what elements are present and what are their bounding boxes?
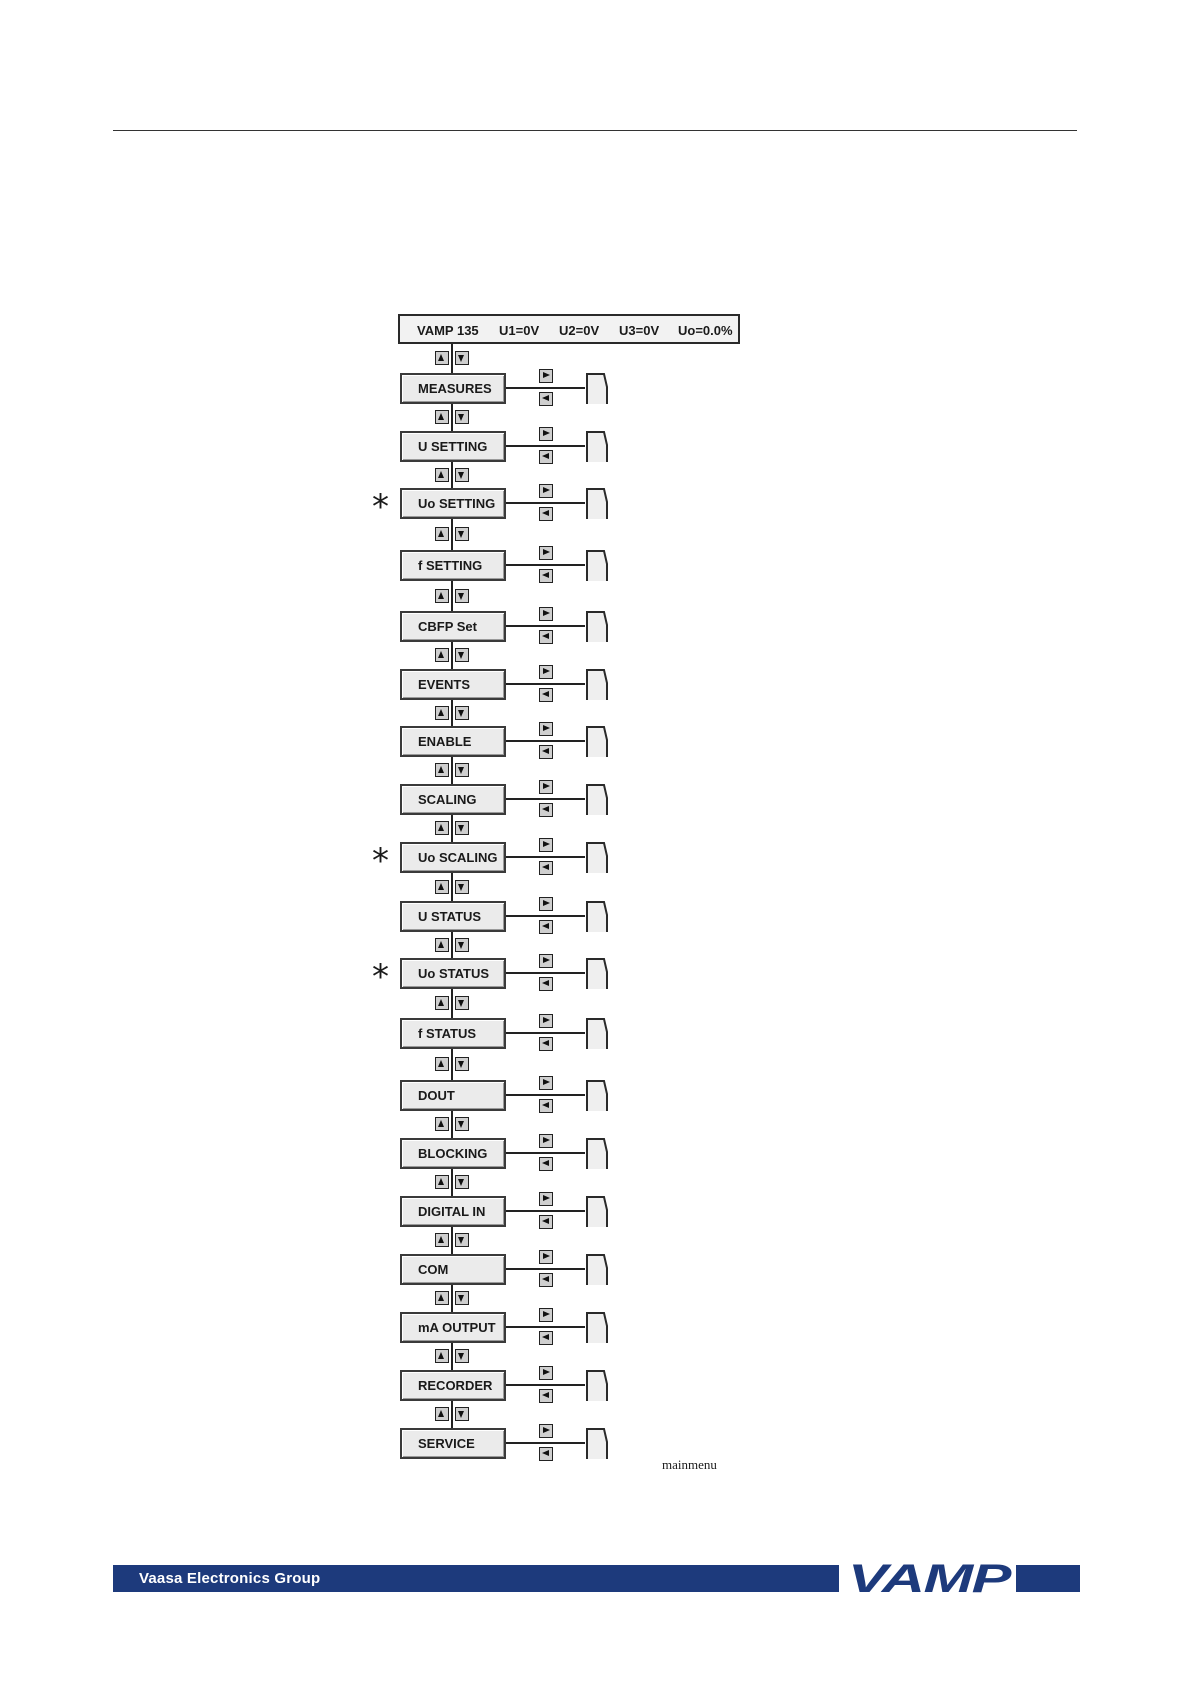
branch-line	[506, 1152, 585, 1154]
right-arrow-key-icon[interactable]	[539, 1250, 553, 1264]
up-arrow-key-icon[interactable]	[435, 880, 449, 894]
connector-line	[451, 404, 453, 431]
left-arrow-key-icon[interactable]	[539, 1447, 553, 1461]
branch-line	[506, 625, 585, 627]
menu-item-label: SCALING	[418, 791, 477, 807]
menu-item[interactable]	[400, 1196, 506, 1227]
menu-item-label: DOUT	[418, 1087, 455, 1103]
submenu-stub	[585, 958, 609, 989]
down-arrow-key-icon[interactable]	[455, 1175, 469, 1189]
up-arrow-key-icon[interactable]	[435, 706, 449, 720]
marker-asterisk: *	[372, 957, 389, 997]
logo-text: VAMP	[848, 1560, 1012, 1596]
menu-item[interactable]	[400, 958, 506, 989]
connector-line	[451, 1169, 453, 1196]
right-arrow-key-icon[interactable]	[539, 1192, 553, 1206]
branch-line	[506, 564, 585, 566]
u3-reading: U3=0V	[619, 323, 660, 338]
submenu-stub	[585, 1428, 609, 1459]
right-arrow-key-icon[interactable]	[539, 427, 553, 441]
connector-line	[451, 1343, 453, 1370]
menu-item[interactable]	[400, 901, 506, 932]
down-arrow-key-icon[interactable]	[455, 763, 469, 777]
submenu-stub	[585, 1138, 609, 1169]
right-arrow-key-icon[interactable]	[539, 1134, 553, 1148]
right-arrow-key-icon[interactable]	[539, 954, 553, 968]
menu-item-label: ENABLE	[418, 733, 472, 749]
menu-item[interactable]	[400, 1254, 506, 1285]
menu-item-label: mA OUTPUT	[418, 1319, 496, 1335]
right-arrow-key-icon[interactable]	[539, 722, 553, 736]
left-arrow-key-icon[interactable]	[539, 977, 553, 991]
menu-item-label: CBFP Set	[418, 618, 477, 634]
menu-item[interactable]	[400, 488, 506, 519]
down-arrow-key-icon[interactable]	[455, 996, 469, 1010]
up-arrow-key-icon[interactable]	[435, 1407, 449, 1421]
vamp-logo	[848, 1560, 1018, 1601]
left-arrow-key-icon[interactable]	[539, 688, 553, 702]
menu-item[interactable]	[400, 842, 506, 873]
up-arrow-key-icon[interactable]	[435, 527, 449, 541]
left-arrow-key-icon[interactable]	[539, 392, 553, 406]
connector-line	[451, 462, 453, 488]
right-arrow-key-icon[interactable]	[539, 1424, 553, 1438]
submenu-stub	[585, 726, 609, 757]
down-arrow-key-icon[interactable]	[455, 1057, 469, 1071]
up-arrow-key-icon[interactable]	[435, 468, 449, 482]
up-arrow-key-icon[interactable]	[435, 1349, 449, 1363]
down-arrow-key-icon[interactable]	[455, 1407, 469, 1421]
submenu-stub	[585, 1080, 609, 1111]
left-arrow-key-icon[interactable]	[539, 1389, 553, 1403]
menu-item[interactable]	[400, 1312, 506, 1343]
menu-item-label: COM	[418, 1261, 449, 1277]
up-arrow-key-icon[interactable]	[435, 1117, 449, 1131]
menu-item[interactable]	[400, 550, 506, 581]
left-arrow-key-icon[interactable]	[539, 1273, 553, 1287]
uo-reading: Uo=0.0%	[678, 323, 733, 338]
left-arrow-key-icon[interactable]	[539, 1099, 553, 1113]
left-arrow-key-icon[interactable]	[539, 569, 553, 583]
left-arrow-key-icon[interactable]	[539, 630, 553, 644]
up-arrow-key-icon[interactable]	[435, 648, 449, 662]
display-header	[398, 314, 740, 344]
down-arrow-key-icon[interactable]	[455, 648, 469, 662]
up-arrow-key-icon[interactable]	[435, 996, 449, 1010]
menu-item-label: SERVICE	[418, 1435, 475, 1451]
left-arrow-key-icon[interactable]	[539, 1157, 553, 1171]
branch-line	[506, 1442, 585, 1444]
menu-item[interactable]	[400, 373, 506, 404]
submenu-stub	[585, 901, 609, 932]
left-arrow-key-icon[interactable]	[539, 803, 553, 817]
company-name: Vaasa Electronics Group	[139, 1570, 321, 1587]
up-arrow-key-icon[interactable]	[435, 1291, 449, 1305]
menu-item-label: BLOCKING	[418, 1145, 488, 1161]
menu-item-label: f SETTING	[418, 557, 483, 573]
up-arrow-key-icon[interactable]	[435, 1233, 449, 1247]
left-arrow-key-icon[interactable]	[539, 450, 553, 464]
down-arrow-key-icon[interactable]	[455, 1117, 469, 1131]
connector-line	[451, 581, 453, 611]
connector-line	[451, 700, 453, 726]
submenu-stub	[585, 1370, 609, 1401]
menu-item[interactable]	[400, 1018, 506, 1049]
connector-line	[451, 1401, 453, 1428]
up-arrow-key-icon[interactable]	[435, 763, 449, 777]
connector-line	[451, 1227, 453, 1254]
up-arrow-key-icon[interactable]	[435, 1057, 449, 1071]
down-arrow-key-icon[interactable]	[455, 351, 469, 365]
submenu-stub	[585, 1018, 609, 1049]
left-arrow-key-icon[interactable]	[539, 1215, 553, 1229]
submenu-stub	[585, 431, 609, 462]
connector-line	[451, 344, 453, 373]
connector-line	[451, 989, 453, 1018]
branch-line	[506, 1210, 585, 1212]
submenu-stub	[585, 1196, 609, 1227]
menu-item-label: RECORDER	[418, 1377, 493, 1393]
submenu-stub	[585, 611, 609, 642]
down-arrow-key-icon[interactable]	[455, 589, 469, 603]
right-arrow-key-icon[interactable]	[539, 369, 553, 383]
menu-item[interactable]	[400, 1080, 506, 1111]
branch-line	[506, 856, 585, 858]
u2-reading: U2=0V	[559, 323, 600, 338]
right-arrow-key-icon[interactable]	[539, 1014, 553, 1028]
branch-line	[506, 445, 585, 447]
menu-item-label: U SETTING	[418, 438, 488, 454]
footer-bar	[113, 1565, 839, 1592]
marker-asterisk: *	[372, 841, 389, 881]
submenu-stub	[585, 1312, 609, 1343]
down-arrow-key-icon[interactable]	[455, 938, 469, 952]
submenu-stub	[585, 784, 609, 815]
down-arrow-key-icon[interactable]	[455, 706, 469, 720]
right-arrow-key-icon[interactable]	[539, 897, 553, 911]
left-arrow-key-icon[interactable]	[539, 1331, 553, 1345]
connector-line	[451, 1285, 453, 1312]
right-arrow-key-icon[interactable]	[539, 838, 553, 852]
submenu-stub	[585, 669, 609, 700]
figure-caption: mainmenu	[662, 1457, 717, 1472]
branch-line	[506, 1326, 585, 1328]
menu-item-label: Uo STATUS	[418, 965, 490, 981]
up-arrow-key-icon[interactable]	[435, 821, 449, 835]
right-arrow-key-icon[interactable]	[539, 780, 553, 794]
top-rule	[113, 130, 1077, 131]
connector-line	[451, 1111, 453, 1138]
menu-item[interactable]	[400, 1428, 506, 1459]
branch-line	[506, 740, 585, 742]
down-arrow-key-icon[interactable]	[455, 1291, 469, 1305]
down-arrow-key-icon[interactable]	[455, 880, 469, 894]
left-arrow-key-icon[interactable]	[539, 745, 553, 759]
submenu-stub	[585, 842, 609, 873]
branch-line	[506, 502, 585, 504]
menu-item[interactable]	[400, 726, 506, 757]
submenu-stub	[585, 550, 609, 581]
menu-item-label: EVENTS	[418, 676, 471, 692]
right-arrow-key-icon[interactable]	[539, 1366, 553, 1380]
up-arrow-key-icon[interactable]	[435, 589, 449, 603]
down-arrow-key-icon[interactable]	[455, 821, 469, 835]
branch-line	[506, 915, 585, 917]
menu-item-label: MEASURES	[418, 380, 492, 396]
connector-line	[451, 815, 453, 842]
menu-item[interactable]	[400, 669, 506, 700]
down-arrow-key-icon[interactable]	[455, 410, 469, 424]
branch-line	[506, 1268, 585, 1270]
branch-line	[506, 1032, 585, 1034]
menu-item[interactable]	[400, 784, 506, 815]
submenu-stub	[585, 373, 609, 404]
left-arrow-key-icon[interactable]	[539, 507, 553, 521]
up-arrow-key-icon[interactable]	[435, 410, 449, 424]
down-arrow-key-icon[interactable]	[455, 1233, 469, 1247]
branch-line	[506, 1384, 585, 1386]
marker-asterisk: *	[372, 487, 389, 527]
menu-item[interactable]	[400, 1370, 506, 1401]
submenu-stub	[585, 1254, 609, 1285]
up-arrow-key-icon[interactable]	[435, 938, 449, 952]
connector-line	[451, 873, 453, 901]
connector-line	[451, 1049, 453, 1080]
connector-line	[451, 757, 453, 784]
u1-reading: U1=0V	[499, 323, 540, 338]
left-arrow-key-icon[interactable]	[539, 861, 553, 875]
menu-item[interactable]	[400, 431, 506, 462]
menu-item[interactable]	[400, 611, 506, 642]
up-arrow-key-icon[interactable]	[435, 1175, 449, 1189]
right-arrow-key-icon[interactable]	[539, 607, 553, 621]
branch-line	[506, 798, 585, 800]
right-arrow-key-icon[interactable]	[539, 1076, 553, 1090]
right-arrow-key-icon[interactable]	[539, 665, 553, 679]
menu-item-label: Uo SCALING	[418, 849, 498, 865]
right-arrow-key-icon[interactable]	[539, 1308, 553, 1322]
left-arrow-key-icon[interactable]	[539, 1037, 553, 1051]
device-name: VAMP 135	[417, 323, 479, 338]
right-arrow-key-icon[interactable]	[539, 484, 553, 498]
branch-line	[506, 683, 585, 685]
menu-item-label: f STATUS	[418, 1025, 477, 1041]
menu-item[interactable]	[400, 1138, 506, 1169]
up-arrow-key-icon[interactable]	[435, 351, 449, 365]
down-arrow-key-icon[interactable]	[455, 527, 469, 541]
down-arrow-key-icon[interactable]	[455, 468, 469, 482]
menu-item-label: U STATUS	[418, 908, 482, 924]
menu-item-label: DIGITAL IN	[418, 1203, 486, 1219]
submenu-stub	[585, 488, 609, 519]
connector-line	[451, 642, 453, 669]
down-arrow-key-icon[interactable]	[455, 1349, 469, 1363]
left-arrow-key-icon[interactable]	[539, 920, 553, 934]
branch-line	[506, 1094, 585, 1096]
footer-end-block	[1016, 1565, 1080, 1592]
branch-line	[506, 387, 585, 389]
connector-line	[451, 932, 453, 958]
right-arrow-key-icon[interactable]	[539, 546, 553, 560]
branch-line	[506, 972, 585, 974]
menu-item-label: Uo SETTING	[418, 495, 496, 511]
connector-line	[451, 519, 453, 550]
